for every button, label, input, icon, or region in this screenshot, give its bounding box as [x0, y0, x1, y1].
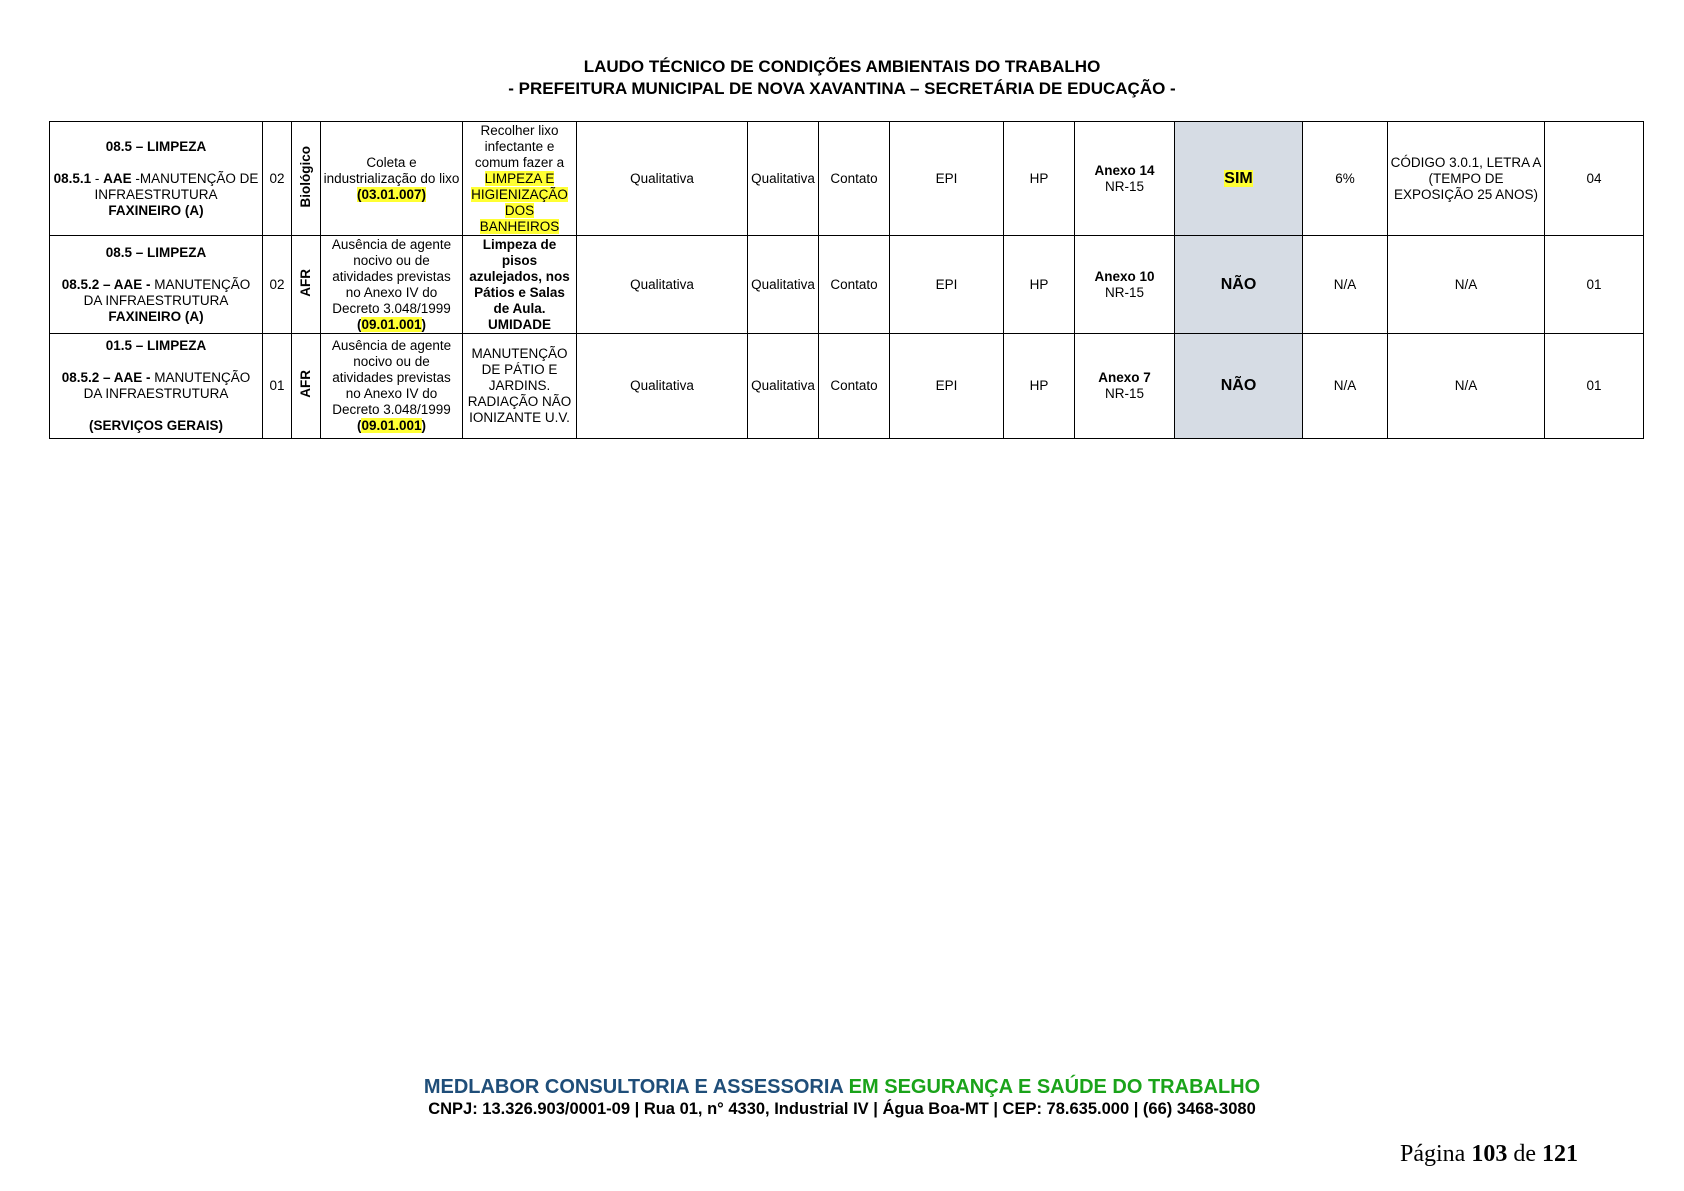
avaliacao-cell: Qualitativa	[577, 334, 748, 439]
metodo-cell: Qualitativa	[748, 122, 819, 236]
worker-count: 02	[263, 236, 292, 334]
conclusion-cell: NÃO	[1175, 236, 1303, 334]
table-row	[50, 236, 1644, 334]
setor-role: FAXINEIRO (A)	[108, 202, 204, 218]
company-name	[0, 1076, 1684, 1099]
fonte-cell: Ausência de agente nocivo ou de atividades previstas no Anexo IV do Decreto 3.048/1999 (09.01.001)	[321, 334, 463, 439]
setor-cell	[50, 334, 263, 439]
anexo-label: Anexo 10	[1094, 268, 1155, 284]
setor-cell	[50, 236, 263, 334]
setor-role: (SERVIÇOS GERAIS)	[88, 418, 224, 433]
epi-cell: EPI	[890, 334, 1004, 439]
nr-label: NR-15	[1104, 178, 1144, 194]
gfip-cell: 01	[1545, 334, 1644, 439]
header-subtitle: - PREFEITURA MUNICIPAL DE NOVA XAVANTINA – SECRETÁRIA DE EDUCAÇÃO -	[508, 79, 1176, 98]
table-row	[50, 334, 1644, 439]
setor-cell	[50, 122, 263, 236]
via-cell: Contato	[819, 122, 890, 236]
header-title: LAUDO TÉCNICO DE CONDIÇÕES AMBIENTAIS DO TRABALHO	[583, 57, 1101, 76]
hp-cell: HP	[1004, 122, 1075, 236]
hp-cell: HP	[1004, 334, 1075, 439]
activity-cell: Limpeza de pisos azulejados, nos Pátios e Salas de Aula. UMIDADE	[463, 236, 577, 334]
fonte-code: (03.01.007)	[356, 186, 427, 202]
setor-desc: MANUTENÇÃO DA INFRAESTRUTURA	[83, 370, 251, 401]
agent-label: AFR	[298, 370, 313, 398]
fonte-cell	[321, 122, 463, 236]
company-name-green: EM SEGURANÇA E SAÚDE DO TRABALHO	[848, 1076, 1261, 1098]
codigo-cell: N/A	[1388, 334, 1545, 439]
fonte-text: Ausência de agente nocivo ou de atividades previstas no Anexo IV do Decreto 3.048/1999	[331, 338, 452, 417]
setor-separator: –	[99, 276, 114, 292]
avaliacao-cell: Qualitativa	[577, 122, 748, 236]
anexo-cell	[1075, 122, 1175, 236]
agent-label: Biológico	[298, 145, 313, 208]
metodo-cell: Qualitativa	[748, 334, 819, 439]
epi-cell: EPI	[890, 122, 1004, 236]
activity-text: Recolher lixo infectante e comum fazer a	[474, 122, 565, 170]
activity-cell	[463, 122, 577, 236]
setor-code: 08.5.1	[53, 170, 92, 186]
setor-title: 01.5 – LIMPEZA	[105, 338, 207, 353]
percent-cell: 6%	[1303, 122, 1388, 236]
agent-label: AFR	[298, 268, 313, 297]
setor-aae: AAE	[103, 170, 132, 186]
page-number	[1400, 1141, 1578, 1168]
setor-separator: –	[99, 370, 114, 385]
nr-label: NR-15	[1104, 284, 1144, 300]
hp-cell: HP	[1004, 236, 1075, 334]
fonte-code: 09.01.001	[361, 418, 422, 433]
nr-label: NR-15	[1104, 386, 1144, 401]
company-name-blue: MEDLABOR CONSULTORIA E ASSESSORIA	[423, 1076, 844, 1098]
avaliacao-cell: Qualitativa	[577, 236, 748, 334]
conclusion-badge: SIM	[1224, 169, 1253, 187]
conclusion-cell: NÃO	[1175, 334, 1303, 439]
setor-desc: -MANUTENÇÃO DE INFRAESTRUTURA	[94, 170, 259, 202]
via-cell: Contato	[819, 334, 890, 439]
anexo-label: Anexo 14	[1094, 162, 1155, 178]
worker-count: 01	[263, 334, 292, 439]
risk-table	[49, 121, 1644, 439]
setor-code: 08.5.2	[61, 370, 100, 385]
company-address: CNPJ: 13.326.903/0001-09 | Rua 01, n° 4330, Industrial IV | Água Boa-MT | CEP: 78.635.000 | (66) 3468-3080	[428, 1100, 1256, 1118]
via-cell: Contato	[819, 236, 890, 334]
fonte-text: Coleta e industrialização do lixo	[323, 154, 460, 186]
setor-code: 08.5.2	[61, 276, 100, 292]
anexo-cell	[1075, 236, 1175, 334]
agent-cell	[292, 236, 321, 334]
setor-role: FAXINEIRO (A)	[108, 308, 204, 324]
fonte-cell: Ausência de agente nocivo ou de atividades previstas no Anexo IV do Decreto 3.048/1999 (09.01.001)	[321, 236, 463, 334]
worker-count: 02	[263, 122, 292, 236]
anexo-cell	[1075, 334, 1175, 439]
document-header	[0, 56, 1684, 100]
page-of: de	[1513, 1141, 1536, 1167]
setor-desc: MANUTENÇÃO DA INFRAESTRUTURA	[83, 276, 251, 308]
setor-title: 08.5 – LIMPEZA	[105, 244, 207, 260]
setor-aae: AAE -	[113, 276, 151, 292]
setor-separator: -	[91, 170, 104, 186]
gfip-cell: 01	[1545, 236, 1644, 334]
anexo-label: Anexo 7	[1098, 370, 1151, 385]
setor-title: 08.5 – LIMPEZA	[105, 138, 207, 154]
activity-cell: MANUTENÇÃO DE PÁTIO E JARDINS. RADIAÇÃO NÃO IONIZANTE U.V.	[463, 334, 577, 439]
page-word: Página	[1400, 1141, 1466, 1167]
agent-cell	[292, 122, 321, 236]
page-total: 121	[1542, 1141, 1578, 1167]
activity-highlight: LIMPEZA E HIGIENIZAÇÃO DOS BANHEIROS	[471, 170, 568, 234]
metodo-cell: Qualitativa	[748, 236, 819, 334]
gfip-cell: 04	[1545, 122, 1644, 236]
percent-cell: N/A	[1303, 236, 1388, 334]
setor-aae: AAE -	[113, 370, 151, 385]
epi-cell: EPI	[890, 236, 1004, 334]
conclusion-cell	[1175, 122, 1303, 236]
fonte-text: Ausência de agente nocivo ou de atividades previstas no Anexo IV do Decreto 3.048/1999	[331, 236, 452, 316]
codigo-cell: CÓDIGO 3.0.1, LETRA A (TEMPO DE EXPOSIÇÃO 25 ANOS)	[1388, 122, 1545, 236]
table-row	[50, 122, 1644, 236]
codigo-cell: N/A	[1388, 236, 1545, 334]
page-current: 103	[1471, 1141, 1508, 1167]
agent-cell	[292, 334, 321, 439]
percent-cell: N/A	[1303, 334, 1388, 439]
fonte-code: 09.01.001	[361, 316, 422, 332]
